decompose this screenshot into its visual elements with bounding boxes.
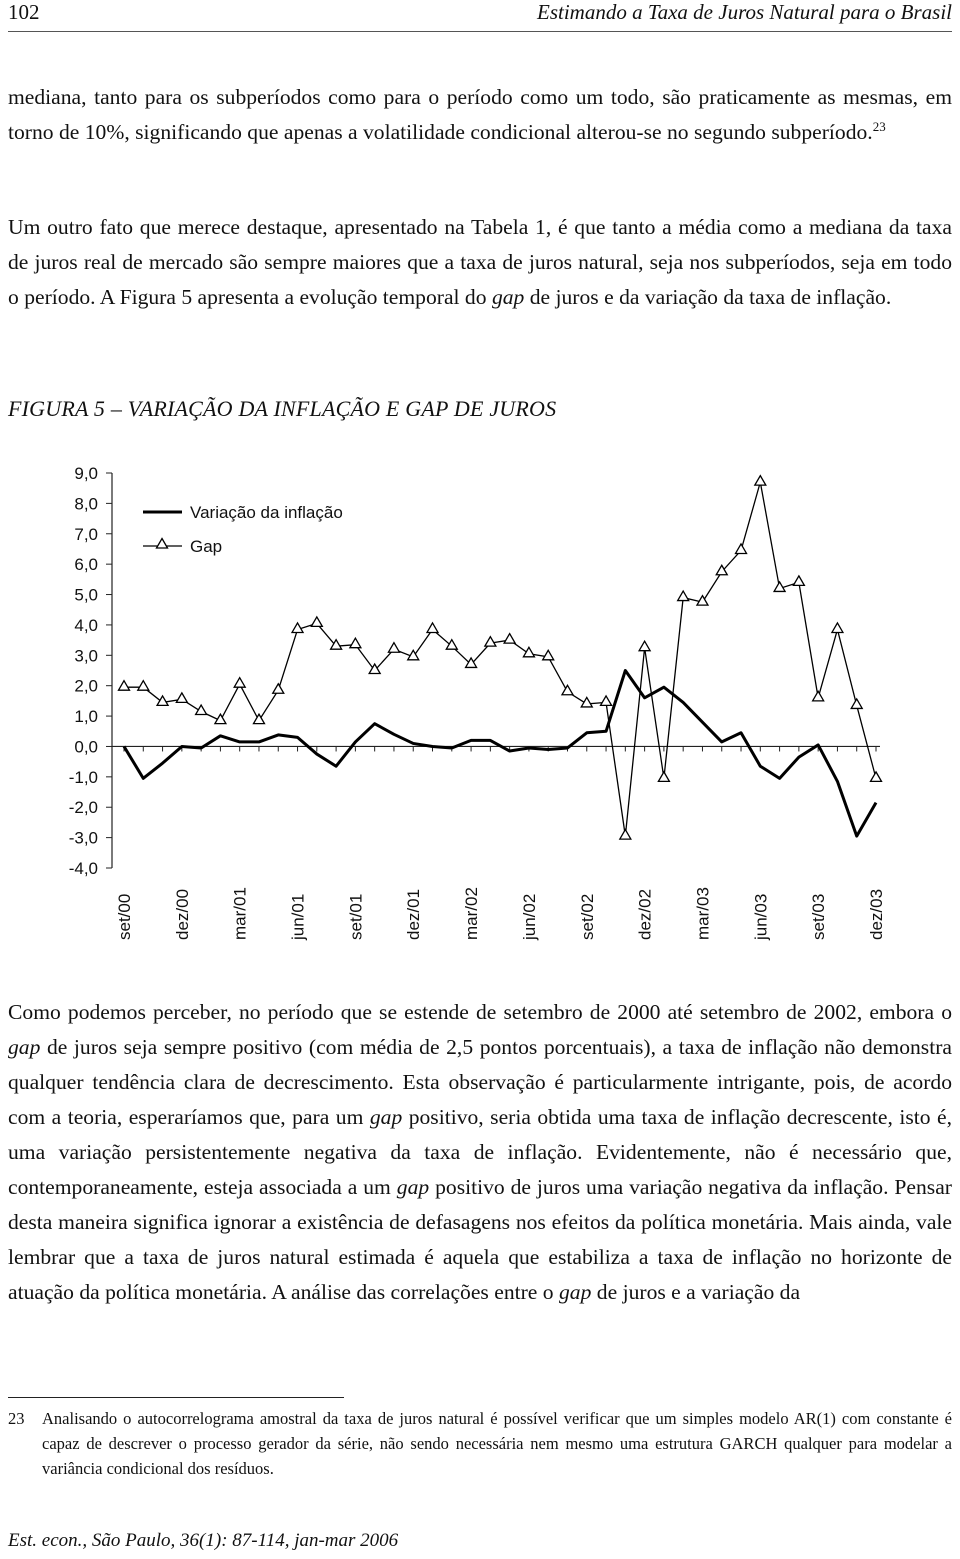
figure-caption: FIGURA 5 – VARIAÇÃO DA INFLAÇÃO E GAP DE JUROS xyxy=(8,396,557,421)
gap-term: gap xyxy=(396,1175,430,1199)
paragraph-3-text-b: de juros seja sempre positivo (com média de 2,5 pontos porcentuais), a taxa de inflação não demonstra qualquer tendência clara de decrescimento. Esta observação é particularmente intrigante, pois, de acordo com a teoria, esperaríamos que, para um xyxy=(8,1035,952,1129)
legend-label-gap: Gap xyxy=(190,537,223,556)
y-tick-label: -2,0 xyxy=(68,798,98,818)
paragraph-3-text-e: de juros e a variação da xyxy=(596,1280,801,1304)
footnote xyxy=(8,1406,952,1481)
gap-point xyxy=(851,699,862,709)
gap-point xyxy=(485,637,496,647)
legend-label-inflation: Variação da inflação xyxy=(190,503,343,522)
paragraph-2 xyxy=(8,210,952,315)
y-tick-label: 7,0 xyxy=(74,524,98,544)
y-tick-label: 1,0 xyxy=(74,707,98,727)
x-tick-label: set/03 xyxy=(809,893,829,940)
x-tick-label: dez/02 xyxy=(635,888,655,940)
gap-point xyxy=(311,617,322,627)
header-rule xyxy=(8,31,952,32)
gap-point xyxy=(350,638,361,648)
gap-point xyxy=(562,685,573,695)
footnote-number: 23 xyxy=(8,1409,25,1428)
gap-point xyxy=(871,772,882,782)
x-tick-label: dez/03 xyxy=(867,888,886,940)
x-tick-label: set/00 xyxy=(115,893,134,940)
gap-point xyxy=(157,696,168,706)
gap-point xyxy=(813,691,824,701)
series-line-inflation xyxy=(124,671,876,837)
gap-term: gap xyxy=(559,1280,592,1304)
paragraph-1-text: mediana, tanto para os subperíodos como para o período como um todo, são praticamente as mesmas, em torno de 10%, significando que apenas a volatilidade condicional alterou-se no segundo subperíodo. xyxy=(8,85,952,144)
y-tick-label: 0,0 xyxy=(74,737,98,757)
running-header xyxy=(8,0,952,28)
y-tick-label: -1,0 xyxy=(68,767,98,787)
gap-point xyxy=(543,650,554,660)
y-tick-label: -4,0 xyxy=(68,859,98,878)
gap-point xyxy=(658,772,669,782)
y-tick-label: 9,0 xyxy=(74,464,98,483)
y-tick-label: 8,0 xyxy=(74,494,98,514)
paragraph-1 xyxy=(8,80,952,150)
paragraph-3-text-c: positivo, seria obtida uma taxa de inflação decrescente, isto é, uma variação persistentemente negativa da taxa de inflação. Evidentemente, não é necessário que, contemporaneamente, esteja associada a um xyxy=(8,1105,952,1199)
chart-legend xyxy=(143,503,343,556)
y-tick-label: -3,0 xyxy=(68,828,98,848)
paragraph-2-text-b: de juros e da variação da taxa de inflação. xyxy=(529,285,892,309)
paragraph-3-text-d: positivo de juros uma variação negativa da inflação. Pensar desta maneira significa ignorar a existência de defasagens nos efeitos da política monetária. Mais ainda, vale lembrar que a taxa de juros natural estimada é aquela que estabiliza a taxa de inflação no horizonte de atuação da política monetária. A análise das correlações entre o xyxy=(8,1175,952,1304)
gap-point xyxy=(446,640,457,650)
paragraph-2-text-a: Um outro fato que merece destaque, apresentado na Tabela 1, é que tanto a média como a mediana da taxa de juros real de mercado são sempre maiores que a taxa de juros natural, seja nos subperíodos, seja em todo o período. A Figura 5 apresenta a evolução temporal do xyxy=(8,215,952,309)
chart-axes xyxy=(112,473,880,868)
gap-point xyxy=(388,643,399,653)
x-tick-label: mar/02 xyxy=(462,887,482,940)
legend-marker-gap xyxy=(157,539,168,549)
gap-term: gap xyxy=(491,285,525,309)
gap-point xyxy=(138,681,149,691)
x-tick-label: jun/02 xyxy=(519,893,539,940)
x-tick-label: jun/03 xyxy=(751,893,771,940)
gap-point xyxy=(176,693,187,703)
x-tick-label: set/01 xyxy=(346,893,366,940)
y-tick-label: 4,0 xyxy=(74,615,98,635)
gap-point xyxy=(832,623,843,633)
journal-abbrev: Est. econ. xyxy=(8,1530,83,1551)
footnote-rule xyxy=(8,1397,344,1398)
gap-term: gap xyxy=(369,1105,403,1129)
x-tick-label: mar/03 xyxy=(693,887,713,940)
gap-point xyxy=(601,696,612,706)
footnote-reference: 23 xyxy=(872,118,886,134)
paragraph-3 xyxy=(8,995,952,1310)
x-tick-label: dez/00 xyxy=(172,888,192,940)
x-tick-label: set/02 xyxy=(577,893,597,940)
gap-point xyxy=(523,647,534,657)
series-line-gap xyxy=(124,482,876,836)
gap-point xyxy=(504,634,515,644)
y-tick-label: 6,0 xyxy=(74,555,98,575)
page-footer xyxy=(8,1530,398,1552)
gap-point xyxy=(736,544,747,554)
y-tick-label: 5,0 xyxy=(74,585,98,605)
gap-term: gap xyxy=(8,1035,41,1059)
x-tick-label: mar/01 xyxy=(230,887,250,940)
x-axis-ticks xyxy=(115,746,886,941)
x-tick-label: dez/01 xyxy=(404,888,424,940)
chart-series xyxy=(119,476,882,839)
gap-point xyxy=(755,476,766,486)
gap-point xyxy=(427,623,438,633)
gap-point xyxy=(119,681,130,691)
gap-point xyxy=(678,591,689,601)
y-axis-ticks xyxy=(69,464,112,878)
journal-citation: , São Paulo, 36(1): 87-114, jan-mar 2006 xyxy=(82,1530,399,1551)
running-title: Estimando a Taxa de Juros Natural para o Brasil xyxy=(537,0,952,24)
gap-point xyxy=(639,641,650,651)
gap-point xyxy=(620,830,631,840)
page-number: 102 xyxy=(8,0,40,24)
gap-point xyxy=(793,576,804,586)
paragraph-3-text-a: Como podemos perceber, no período que se estende de setembro de 2000 até setembro de 2002, embora o xyxy=(8,1000,952,1024)
figure-5-chart xyxy=(0,440,960,960)
y-tick-label: 2,0 xyxy=(74,676,98,696)
footnote-text: Analisando o autocorrelograma amostral da taxa de juros natural é possível verificar que um simples modelo AR(1) com constante é capaz de descrever o processo gerador da série, não sendo necessária nem mesmo uma estrutura GARCH qualquer para modelar a variância condicional dos resíduos. xyxy=(42,1409,952,1478)
y-tick-label: 3,0 xyxy=(74,646,98,666)
gap-point xyxy=(273,684,284,694)
gap-point xyxy=(234,678,245,688)
x-tick-label: jun/01 xyxy=(288,893,308,940)
